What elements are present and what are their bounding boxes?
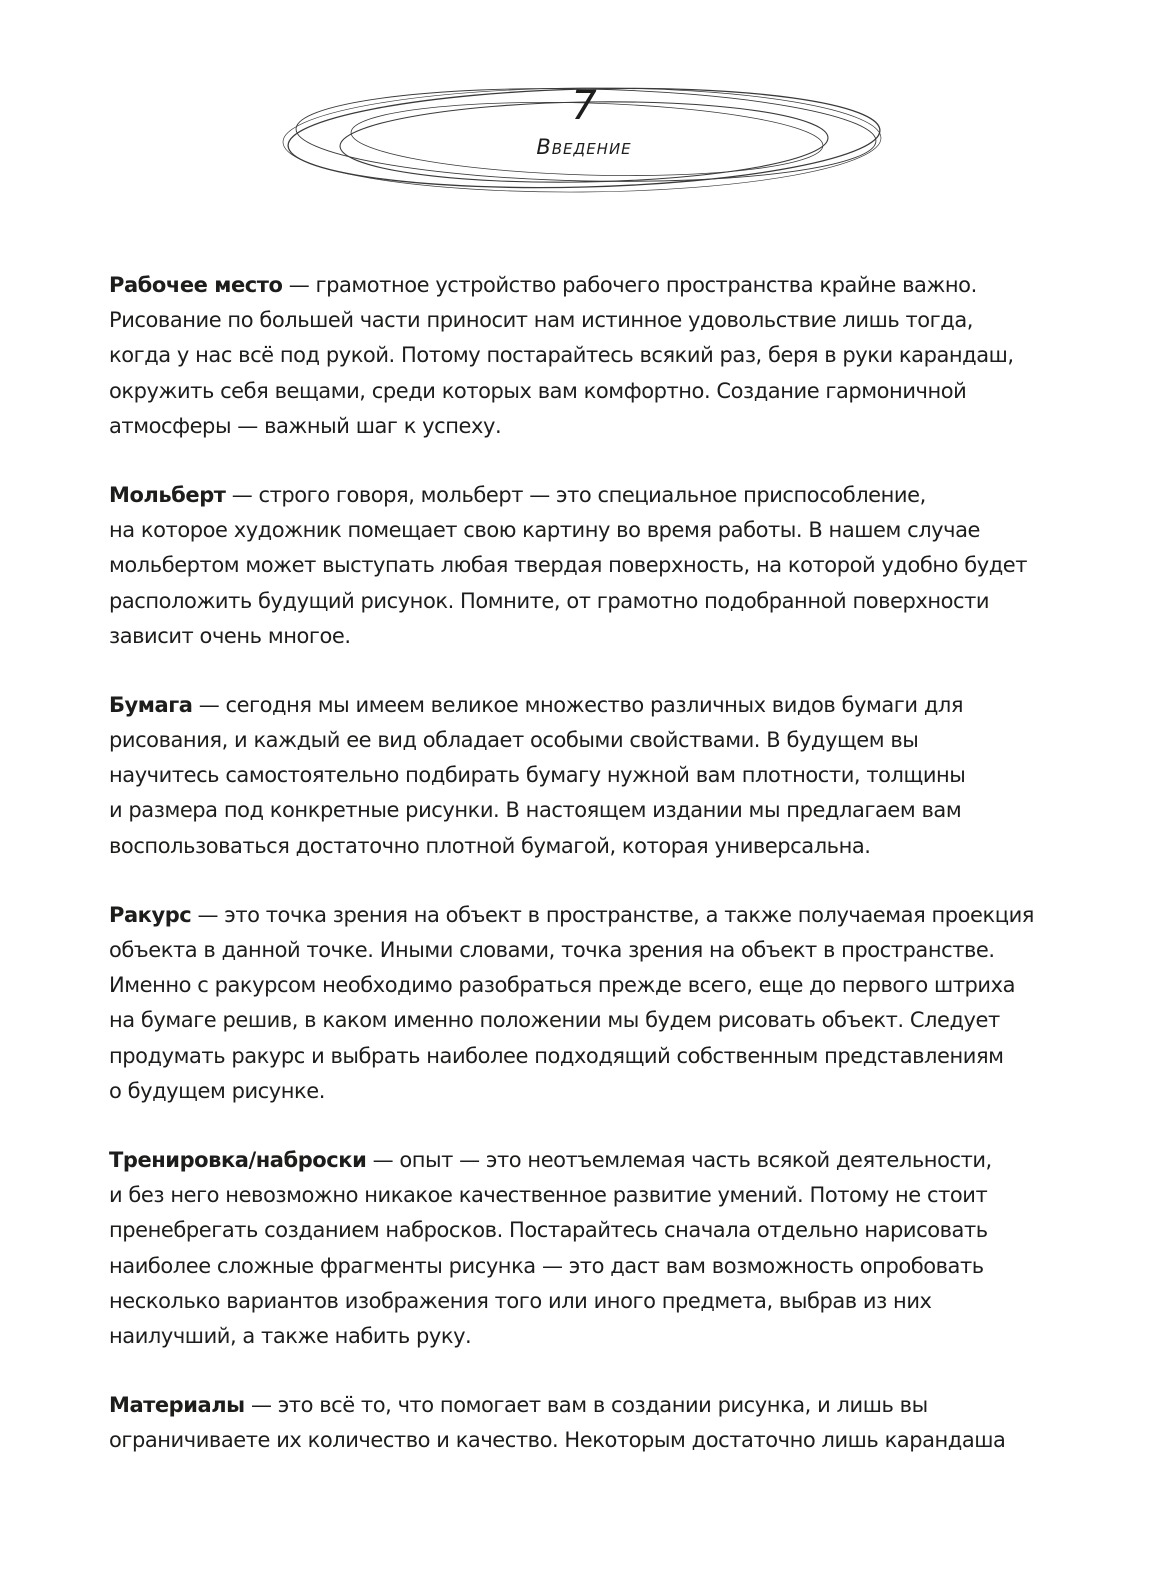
paragraph-first-line <box>109 268 1099 303</box>
term-heading: Тренировка/наброски <box>109 1147 367 1172</box>
term-heading: Материалы <box>109 1393 245 1418</box>
line-text: воспользоваться достаточно плотной бумагой, которая универсальна. <box>109 833 871 858</box>
paragraph-first-line <box>109 1388 1099 1423</box>
paragraph-first-line <box>109 898 1099 933</box>
paragraph-training-sketches <box>109 1143 1099 1354</box>
term-heading: Ракурс <box>109 902 192 927</box>
line-text: зависит очень многое. <box>109 623 351 648</box>
line-text: атмосферы — важный шаг к успеху. <box>109 413 502 438</box>
line-text: несколько вариантов изображения того или иного предмета, выбрав из них <box>109 1288 932 1313</box>
term-heading: Бумага <box>109 692 193 717</box>
line-text: рисования, и каждый ее вид обладает особыми свойствами. В будущем вы <box>109 728 919 753</box>
term-heading: Мольберт <box>109 482 226 507</box>
line-text: мольбертом может выступать любая твердая поверхность, на которой удобно будет <box>109 553 1028 578</box>
line-text: — сегодня мы имеем великое множество различных видов бумаги для <box>192 692 964 717</box>
line-text: продумать ракурс и выбрать наиболее подходящий собственным представлениям <box>109 1043 1004 1068</box>
paragraph-first-line <box>109 478 1099 513</box>
chapter-title: Введение <box>536 135 632 159</box>
paragraph-materials <box>109 1388 1099 1458</box>
paragraph-easel <box>109 478 1099 654</box>
line-text: объекта в данной точке. Иными словами, точка зрения на объект в пространстве. <box>109 938 995 962</box>
page-number: 7 <box>571 83 597 129</box>
line-text: — это точка зрения на объект в пространстве, а также получаемая проекция <box>191 902 1034 927</box>
line-text: наилучший, а также набить руку. <box>109 1323 472 1348</box>
line-text: пренебрегать созданием набросков. Постарайтесь сначала отдельно нарисовать <box>109 1218 988 1243</box>
paragraph-first-line <box>109 1143 1099 1178</box>
line-text: — строго говоря, мольберт — это специальное приспособление, <box>225 482 926 507</box>
line-text: Рисование по большей части приносит нам истинное удовольствие лишь тогда, <box>109 308 973 333</box>
line-text: — грамотное устройство рабочего пространства крайне важно. <box>282 273 977 297</box>
line-text: — опыт — это неотъемлемая часть всякой деятельности, <box>366 1147 992 1172</box>
line-text: — это всё то, что помогает вам в создании рисунка, и лишь вы <box>244 1393 928 1418</box>
line-text: расположить будущий рисунок. Помните, от грамотно подобранной поверхности <box>109 588 990 613</box>
chapter-header <box>282 78 886 196</box>
paragraph-first-line <box>109 688 1099 723</box>
line-text: о будущем рисунке. <box>109 1078 325 1103</box>
line-text: и размера под конкретные рисунки. В настоящем издании мы предлагаем вам <box>109 798 962 823</box>
line-text: Именно с ракурсом необходимо разобраться прежде всего, еще до первого штриха <box>109 973 1016 998</box>
paragraph-paper <box>109 688 1099 864</box>
line-text: ограничиваете их количество и качество. Некоторым достаточно лишь карандаша <box>109 1428 1006 1453</box>
line-text: когда у нас всё под рукой. Потому постарайтесь всякий раз, беря в руки карандаш, <box>109 343 1014 368</box>
line-text: наиболее сложные фрагменты рисунка — это даст вам возможность опробовать <box>109 1253 984 1278</box>
line-text: окружить себя вещами, среди которых вам комфортно. Создание гармоничной <box>109 378 967 403</box>
line-text: и без него невозможно никакое качественное развитие умений. Потому не стоит <box>109 1183 988 1208</box>
line-text: научитесь самостоятельно подбирать бумагу нужной вам плотности, толщины <box>109 763 966 788</box>
line-text: на бумаге решив, в каком именно положении мы будем рисовать объект. Следует <box>109 1008 1000 1033</box>
term-heading: Рабочее место <box>109 273 283 297</box>
line-text: на которое художник помещает свою картину во время работы. В нашем случае <box>109 518 980 543</box>
paragraph-workspace <box>109 268 1099 444</box>
body-text <box>109 268 1099 1492</box>
paragraph-angle <box>109 898 1099 1109</box>
